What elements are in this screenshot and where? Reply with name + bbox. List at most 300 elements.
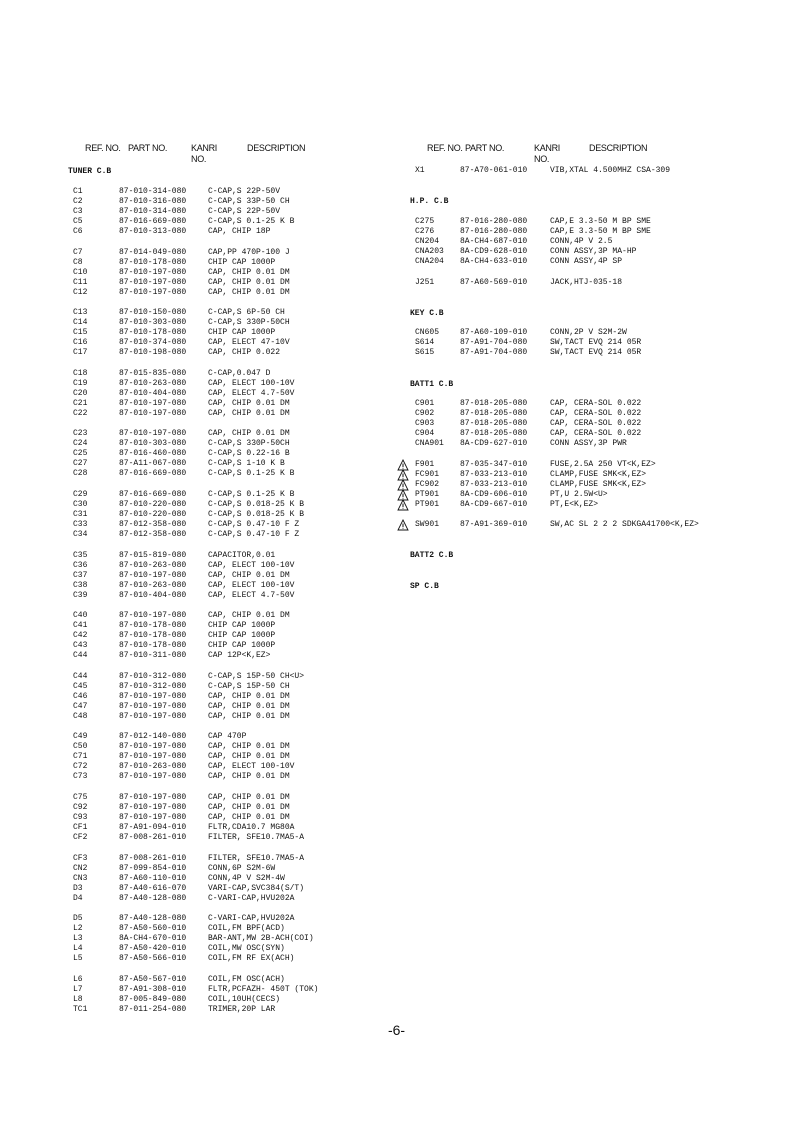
ref-no: C25 xyxy=(73,449,88,459)
part-row xyxy=(396,399,793,409)
part-row xyxy=(396,419,793,429)
part-row xyxy=(396,520,793,530)
description: CAP, CHIP 0.01 DM xyxy=(208,408,290,418)
ref-no: L5 xyxy=(73,954,83,964)
part-no: 87-010-197-080 xyxy=(119,398,187,408)
part-row xyxy=(0,227,396,237)
part-no: 87-A91-094-010 xyxy=(119,823,187,832)
part-row xyxy=(0,369,396,379)
part-row xyxy=(0,924,396,934)
description: VARI-CAP,SVC384(S/T) xyxy=(208,883,305,893)
description: CAP 12P<K,EZ> xyxy=(208,651,271,661)
part-row xyxy=(0,884,396,894)
description-header: DESCRIPTION xyxy=(247,143,306,153)
description: COIL,FM BPF(ACD) xyxy=(208,924,285,934)
description: CAP, CHIP 0.01 DM xyxy=(208,429,290,439)
ref-no: C72 xyxy=(73,762,88,772)
part-row xyxy=(396,470,793,480)
description: C-CAP,S 22P-50V xyxy=(208,207,281,216)
part-row xyxy=(396,480,793,490)
part-no: 87-010-178-080 xyxy=(119,641,187,651)
description: C-CAP,S 33P-50 CH xyxy=(208,197,290,206)
ref-no: C42 xyxy=(73,631,88,641)
part-row xyxy=(0,995,396,1005)
description: CAP, CERA-SOL 0.022 xyxy=(550,419,642,428)
ref-no: C13 xyxy=(73,308,88,318)
ref-no: C276 xyxy=(415,227,435,236)
part-no: 87-018-205-080 xyxy=(460,419,528,428)
part-row xyxy=(0,803,396,813)
description: C-CAP,S 0.47-10 F Z xyxy=(208,520,300,529)
part-row xyxy=(396,217,793,227)
part-row xyxy=(0,611,396,621)
part-no: 8A-CD9-628-010 xyxy=(460,247,528,256)
ref-no: D4 xyxy=(73,893,83,903)
part-no: 87-A50-420-010 xyxy=(119,944,187,954)
part-no: 87-010-263-080 xyxy=(119,580,187,590)
part-row xyxy=(0,651,396,661)
part-no: 87-010-178-080 xyxy=(119,621,187,631)
section-title: BATT1 C.B xyxy=(410,380,454,389)
part-no: 87-008-261-010 xyxy=(119,833,187,842)
ref-no: C275 xyxy=(415,217,435,226)
part-no: 87-010-197-080 xyxy=(119,752,187,762)
part-no: 87-010-178-080 xyxy=(119,631,187,641)
ref-no: CN2 xyxy=(73,863,88,873)
part-no: 87-010-197-080 xyxy=(119,287,187,297)
description: C-CAP,S 0.1-25 K B xyxy=(208,490,295,499)
description: C-CAP,S 22P-50V xyxy=(208,187,281,196)
ref-no: L6 xyxy=(73,974,83,984)
description: CHIP CAP 1000P xyxy=(208,257,276,267)
ref-no: F901 xyxy=(415,460,435,469)
part-row xyxy=(0,1005,396,1015)
kanri-header: KANRI xyxy=(191,143,218,153)
ref-no: C24 xyxy=(73,439,88,449)
part-row xyxy=(0,854,396,864)
part-no: 87-010-303-080 xyxy=(119,439,187,449)
part-row xyxy=(0,561,396,571)
part-row xyxy=(0,439,396,449)
ref-no: CF2 xyxy=(73,833,88,842)
ref-no: C19 xyxy=(73,378,88,388)
ref-no: C29 xyxy=(73,490,88,499)
part-no: 87-010-178-080 xyxy=(119,328,187,338)
description: CONN ASSY,4P SP xyxy=(550,257,623,266)
description: CLAMP,FUSE SMK<K,EZ> xyxy=(550,480,647,489)
description: CONN ASSY,3P MA-HP xyxy=(550,247,637,256)
part-no: 87-033-213-010 xyxy=(460,470,528,479)
part-no: 87-010-197-080 xyxy=(119,813,187,822)
ref-no: CNA204 xyxy=(415,257,444,266)
ref-no: C5 xyxy=(73,217,83,226)
part-no: 87-A91-369-010 xyxy=(460,520,528,529)
part-no: 87-A50-567-010 xyxy=(119,974,187,984)
part-row xyxy=(396,328,793,338)
part-row xyxy=(396,409,793,419)
ref-no: X1 xyxy=(415,166,425,175)
description: CHIP CAP 1000P xyxy=(208,621,276,631)
part-no: 87-016-669-080 xyxy=(119,217,187,226)
part-no: 87-012-358-080 xyxy=(119,520,187,529)
ref-no: C18 xyxy=(73,368,88,378)
description: CAP, CHIP 0.01 DM xyxy=(208,398,290,408)
description: BAR-ANT,MW 2B-ACH(COI) xyxy=(208,934,314,944)
part-row xyxy=(0,954,396,964)
part-no: 87-016-280-080 xyxy=(460,217,528,226)
part-row xyxy=(0,813,396,823)
ref-no: FC902 xyxy=(415,480,440,489)
part-no: 8A-CD9-606-010 xyxy=(460,490,528,499)
description: CAP, CHIP 0.01 DM xyxy=(208,570,290,580)
ref-no: C50 xyxy=(73,742,88,752)
kanri-no-header: NO. xyxy=(191,154,207,164)
description: COIL,10UH(CECS) xyxy=(208,994,281,1004)
description: CAP, ELECT 47-10V xyxy=(208,338,290,348)
part-no: 87-A60-110-010 xyxy=(119,873,187,883)
part-no: 87-A91-308-010 xyxy=(119,984,187,994)
part-no: 87-010-197-080 xyxy=(119,803,187,812)
part-row xyxy=(0,672,396,682)
part-no: 87-A40-128-080 xyxy=(119,914,187,924)
description: SW,TACT EVQ 214 05R xyxy=(550,348,642,357)
part-row xyxy=(0,399,396,409)
part-no: 87-010-404-080 xyxy=(119,388,187,398)
part-no: 87-016-460-080 xyxy=(119,449,187,459)
ref-no: PT901 xyxy=(415,500,440,509)
part-row xyxy=(396,460,793,470)
part-row xyxy=(0,389,396,399)
part-no: 87-010-263-080 xyxy=(119,560,187,570)
description: C-CAP,S 6P-50 CH xyxy=(208,308,285,318)
part-no: 87-099-854-010 xyxy=(119,863,187,873)
part-no: 87-010-197-080 xyxy=(119,742,187,752)
section-title: SP C.B xyxy=(410,582,439,591)
ref-no: CN605 xyxy=(415,328,440,337)
description: C-CAP,S 1-10 K B xyxy=(208,459,285,469)
ref-no: C2 xyxy=(73,197,83,206)
ref-no: CN3 xyxy=(73,873,88,883)
part-no: 87-010-404-080 xyxy=(119,590,187,600)
part-row xyxy=(396,490,793,500)
part-no: 87-010-313-080 xyxy=(119,227,187,236)
ref-no: C21 xyxy=(73,398,88,408)
part-no: 87-010-197-080 xyxy=(119,701,187,711)
description: CAP, CHIP 0.01 DM xyxy=(208,611,290,621)
page-number: -6- xyxy=(387,1022,406,1038)
description: CAP, CHIP 0.022 xyxy=(208,348,281,358)
ref-no: L3 xyxy=(73,934,83,944)
part-row xyxy=(0,874,396,884)
part-no: 87-005-849-080 xyxy=(119,994,187,1004)
ref-no: C6 xyxy=(73,227,83,236)
ref-no: S615 xyxy=(415,348,435,357)
description: CAP, CHIP 18P xyxy=(208,227,271,236)
part-no: 87-012-358-080 xyxy=(119,530,187,539)
description: CAP,E 3.3-50 M BP SME xyxy=(550,227,651,236)
part-row xyxy=(0,975,396,985)
description: C-CAP,S 15P-50 CH xyxy=(208,681,290,691)
part-no: 8A-CH4-633-010 xyxy=(460,257,528,266)
description: SW,AC SL 2 2 2 SDKGA41700<K,EZ> xyxy=(550,520,699,529)
part-no: 87-010-197-080 xyxy=(119,267,187,277)
part-no: 87-010-220-080 xyxy=(119,510,187,519)
part-no: 87-010-197-080 xyxy=(119,793,187,802)
description: CAP, CHIP 0.01 DM xyxy=(208,742,290,752)
ref-no: L4 xyxy=(73,944,83,954)
part-row xyxy=(0,278,396,288)
ref-no: CN204 xyxy=(415,237,440,246)
part-row xyxy=(396,227,793,237)
part-no: 8A-CH4-687-010 xyxy=(460,237,528,246)
description: CAP, CERA-SOL 0.022 xyxy=(550,399,642,408)
part-row xyxy=(0,207,396,217)
description: CAP, CHIP 0.01 DM xyxy=(208,793,290,802)
description: C-CAP,S 0.1-25 K B xyxy=(208,217,295,226)
part-row xyxy=(0,449,396,459)
description: TRIMER,20P LAR xyxy=(208,1004,276,1014)
part-row xyxy=(396,439,793,449)
description: COIL,MW OSC(SYN) xyxy=(208,944,285,954)
description: C-VARI-CAP,HVU202A xyxy=(208,893,295,903)
part-no: 87-A40-616-070 xyxy=(119,883,187,893)
part-no: 87-010-316-080 xyxy=(119,197,187,206)
part-no: 87-A11-067-080 xyxy=(119,459,187,469)
part-row xyxy=(0,823,396,833)
ref-no: J251 xyxy=(415,278,435,287)
part-no: 87-016-669-080 xyxy=(119,469,187,479)
part-row xyxy=(396,166,793,176)
description: FILTER, SFE10.7MA5-A xyxy=(208,853,305,863)
part-row xyxy=(0,591,396,601)
ref-no: C14 xyxy=(73,318,88,328)
description: C-CAP,S 330P-50CH xyxy=(208,439,290,449)
part-no: 87-015-835-080 xyxy=(119,368,187,378)
ref-no: C31 xyxy=(73,510,88,519)
part-no: 87-A60-109-010 xyxy=(460,328,528,337)
part-row xyxy=(0,248,396,258)
part-row xyxy=(0,469,396,479)
part-no: 87-010-197-080 xyxy=(119,408,187,418)
part-no: 87-010-197-080 xyxy=(119,691,187,701)
part-row xyxy=(396,247,793,257)
part-no-header: PART NO. xyxy=(465,143,505,153)
part-no: 87-011-254-080 xyxy=(119,1004,187,1014)
section-title: TUNER C.B xyxy=(68,167,112,176)
part-no: 87-016-280-080 xyxy=(460,227,528,236)
ref-no: C16 xyxy=(73,338,88,348)
part-row xyxy=(0,833,396,843)
ref-no: C75 xyxy=(73,793,88,802)
part-row xyxy=(0,328,396,338)
ref-no: C36 xyxy=(73,560,88,570)
warning-triangle-icon xyxy=(397,519,409,531)
part-row xyxy=(0,772,396,782)
ref-no: C48 xyxy=(73,711,88,721)
part-no: 87-018-205-080 xyxy=(460,399,528,408)
ref-no: C35 xyxy=(73,550,88,560)
ref-no: C903 xyxy=(415,419,435,428)
part-no: 87-010-314-080 xyxy=(119,207,187,216)
ref-no: L7 xyxy=(73,984,83,994)
description: CLAMP,FUSE SMK<K,EZ> xyxy=(550,470,647,479)
description: CONN,4P V S2M-4W xyxy=(208,873,285,883)
part-no: 87-012-140-080 xyxy=(119,732,187,742)
part-row xyxy=(0,793,396,803)
description: C-CAP,S 15P-50 CH<U> xyxy=(208,671,305,681)
part-row xyxy=(0,308,396,318)
part-no: 87-010-178-080 xyxy=(119,257,187,267)
part-row xyxy=(0,752,396,762)
ref-no: C20 xyxy=(73,388,88,398)
ref-no: C47 xyxy=(73,701,88,711)
ref-no: C22 xyxy=(73,408,88,418)
part-row xyxy=(0,712,396,722)
ref-no: C49 xyxy=(73,732,88,742)
part-row xyxy=(0,581,396,591)
description: CAP,PP 470P-100 J xyxy=(208,247,290,257)
ref-no: C904 xyxy=(415,429,435,438)
ref-no: C46 xyxy=(73,691,88,701)
description: PT,E<K,EZ> xyxy=(550,500,599,509)
part-no: 87-010-263-080 xyxy=(119,378,187,388)
ref-no: CNA901 xyxy=(415,439,444,448)
description: C-VARI-CAP,HVU202A xyxy=(208,914,295,924)
part-row xyxy=(0,641,396,651)
part-row xyxy=(0,268,396,278)
part-no: 87-033-213-010 xyxy=(460,480,528,489)
ref-no: C39 xyxy=(73,590,88,600)
ref-no: C33 xyxy=(73,520,88,529)
ref-no: C902 xyxy=(415,409,435,418)
part-no: 87-018-205-080 xyxy=(460,429,528,438)
part-no: 87-010-197-080 xyxy=(119,429,187,439)
part-row xyxy=(396,338,793,348)
part-no: 87-010-374-080 xyxy=(119,338,187,348)
ref-no: PT901 xyxy=(415,490,440,499)
warning-triangle-icon xyxy=(397,499,409,511)
part-no: 87-010-220-080 xyxy=(119,500,187,509)
part-row xyxy=(0,187,396,197)
ref-no: C901 xyxy=(415,399,435,408)
part-row xyxy=(396,278,793,288)
part-row xyxy=(0,459,396,469)
part-row xyxy=(0,621,396,631)
part-row xyxy=(0,409,396,419)
part-row xyxy=(0,217,396,227)
description: C-CAP,S 0.018-25 K B xyxy=(208,500,305,509)
kanri-header: KANRI xyxy=(534,143,561,153)
description: CHIP CAP 1000P xyxy=(208,631,276,641)
description: SW,TACT EVQ 214 05R xyxy=(550,338,642,347)
description: CAP, CHIP 0.01 DM xyxy=(208,772,290,782)
ref-no: C11 xyxy=(73,277,88,287)
part-row xyxy=(0,934,396,944)
description: CAP 470P xyxy=(208,732,247,742)
description: CAP, ELECT 4.7-50V xyxy=(208,388,295,398)
part-no: 87-010-197-080 xyxy=(119,570,187,580)
ref-no: C7 xyxy=(73,247,83,257)
description: CAP, CHIP 0.01 DM xyxy=(208,701,290,711)
part-row xyxy=(0,318,396,328)
description: C-CAP,0.047 D xyxy=(208,368,271,378)
ref-no: C45 xyxy=(73,681,88,691)
part-no: 87-010-150-080 xyxy=(119,308,187,318)
ref-no: CNA203 xyxy=(415,247,444,256)
ref-no: C30 xyxy=(73,500,88,509)
part-no: 87-010-263-080 xyxy=(119,762,187,772)
description: FUSE,2.5A 250 VT<K,EZ> xyxy=(550,460,656,469)
part-row xyxy=(396,237,793,247)
part-no: 87-018-205-080 xyxy=(460,409,528,418)
part-no: 87-010-197-080 xyxy=(119,772,187,782)
description: CHIP CAP 1000P xyxy=(208,328,276,338)
part-row xyxy=(0,338,396,348)
description: CHIP CAP 1000P xyxy=(208,641,276,651)
description: C-CAP,S 0.47-10 F Z xyxy=(208,530,300,539)
ref-no: C8 xyxy=(73,257,83,267)
description: CAP, CHIP 0.01 DM xyxy=(208,287,290,297)
description: C-CAP,S 0.1-25 K B xyxy=(208,469,295,479)
part-no: 87-A50-566-010 xyxy=(119,954,187,964)
description: CAP, CHIP 0.01 DM xyxy=(208,752,290,762)
part-no: 87-016-669-080 xyxy=(119,490,187,499)
ref-no: D3 xyxy=(73,883,83,893)
ref-no: C27 xyxy=(73,459,88,469)
part-row xyxy=(0,258,396,268)
ref-no-header: REF. NO. xyxy=(85,143,121,153)
description: CONN ASSY,3P PWR xyxy=(550,439,627,448)
section-title: H.P. C.B xyxy=(410,197,449,206)
description: VIB,XTAL 4.500MHZ CSA-309 xyxy=(550,166,671,175)
part-no: 87-010-312-080 xyxy=(119,671,187,681)
part-no: 87-014-049-080 xyxy=(119,247,187,257)
ref-no: L2 xyxy=(73,924,83,934)
part-row xyxy=(0,762,396,772)
part-no: 87-010-311-080 xyxy=(119,651,187,661)
ref-no: C15 xyxy=(73,328,88,338)
ref-no: C44 xyxy=(73,671,88,681)
ref-no: TC1 xyxy=(73,1004,88,1014)
part-no: 87-010-314-080 xyxy=(119,187,187,196)
part-row xyxy=(0,682,396,692)
description: CAP, CHIP 0.01 DM xyxy=(208,691,290,701)
ref-no: C43 xyxy=(73,641,88,651)
description: CAP, CHIP 0.01 DM xyxy=(208,803,290,812)
part-row xyxy=(0,429,396,439)
description: CONN,2P V S2M-2W xyxy=(550,328,627,337)
part-row xyxy=(0,742,396,752)
description: C-CAP,S 330P-50CH xyxy=(208,318,290,328)
part-no: 8A-CD9-667-010 xyxy=(460,500,528,509)
ref-no: C12 xyxy=(73,287,88,297)
part-no: 87-035-347-010 xyxy=(460,460,528,469)
description: FLTR,CDA10.7 MG80A xyxy=(208,823,295,832)
part-no: 8A-CH4-670-010 xyxy=(119,934,187,944)
part-row xyxy=(0,490,396,500)
part-no-header: PART NO. xyxy=(128,143,168,153)
ref-no: S614 xyxy=(415,338,435,347)
section-title: BATT2 C.B xyxy=(410,551,454,560)
ref-no: C10 xyxy=(73,267,88,277)
part-row xyxy=(0,914,396,924)
description: CAP, CERA-SOL 0.022 xyxy=(550,429,642,438)
ref-no: SW901 xyxy=(415,520,440,529)
part-row xyxy=(0,631,396,641)
description: PT,U 2.5W<U> xyxy=(550,490,608,499)
part-row xyxy=(0,348,396,358)
part-no: 87-010-303-080 xyxy=(119,318,187,328)
